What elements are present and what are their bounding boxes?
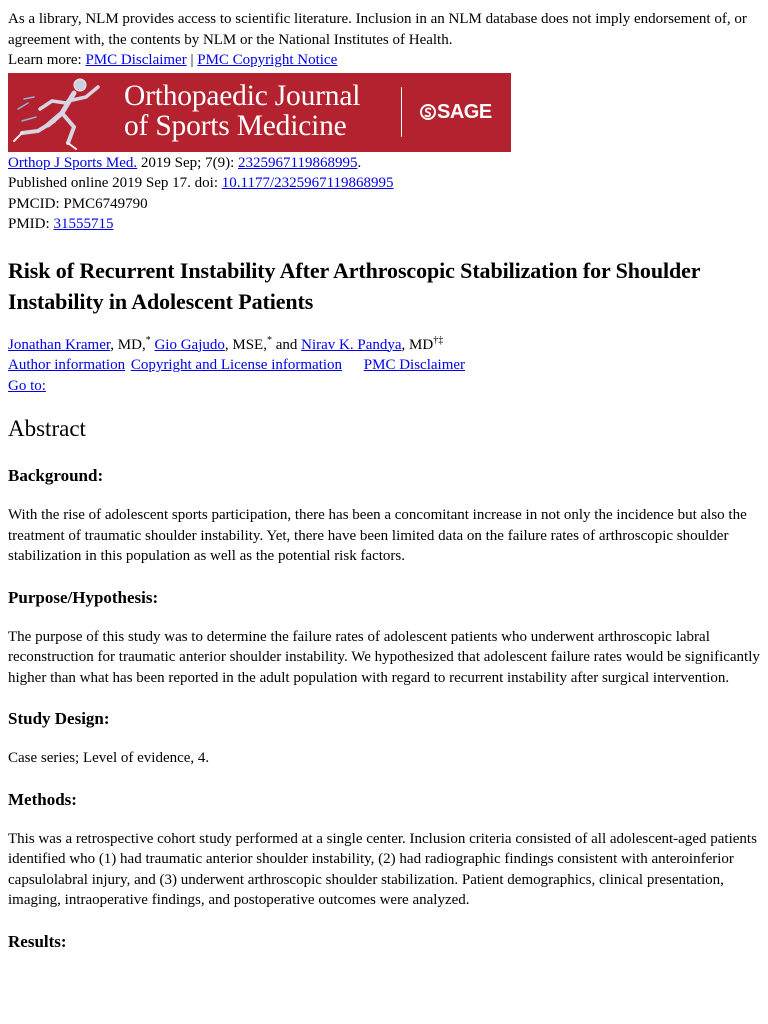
author-link-pandya[interactable]: Nirav K. Pandya bbox=[301, 336, 402, 353]
author-list bbox=[8, 335, 760, 397]
section-heading-purpose: Purpose/Hypothesis: bbox=[8, 587, 159, 607]
author-degree: , MD, bbox=[110, 336, 146, 353]
section-heading-methods: Methods: bbox=[8, 789, 77, 809]
pmid-label: PMID: bbox=[8, 216, 54, 232]
pmc-copyright-notice-link[interactable]: PMC Copyright Notice bbox=[197, 52, 338, 68]
banner-divider bbox=[401, 87, 402, 137]
citation-period: . bbox=[357, 154, 362, 171]
copyright-license-link[interactable]: Copyright and License information bbox=[130, 357, 343, 373]
link-separator: | bbox=[186, 52, 198, 68]
section-body-methods: This was a retrospective cohort study performed at a single center. Inclusion criteria consisted of all adolescent-aged patients identified who (1) had traumatic anterior shoulder instability, (2) had radiographic findings consistent with anteroinferior capsulolabral injury, and (3) underwent arthroscopic shoulder stabilization. Patient demographics, clinical presentation, imaging, intraoperative findings, and postoperative outcomes were analyzed. bbox=[8, 830, 757, 908]
section-body-purpose: The purpose of this study was to determine the failure rates of adolescent patients who underwent arthroscopic labral reconstruction for traumatic anterior shoulder instability. We hypothesized that adolescent failure rates would be significantly higher than what has been reported in the adult population with regard to recurrent instability after surgical intervention. bbox=[8, 628, 760, 686]
pmc-disclaimer-link[interactable]: PMC Disclaimer bbox=[85, 52, 187, 68]
section-heading-study-design: Study Design: bbox=[8, 709, 110, 728]
doi-link[interactable]: 10.1177/2325967119868995 bbox=[221, 175, 394, 191]
goto-link[interactable]: Go to: bbox=[8, 377, 46, 394]
journal-title-line1: Orthopaedic Journal bbox=[124, 79, 361, 112]
nlm-notice bbox=[8, 9, 760, 71]
author-degree: , MSE, bbox=[224, 336, 267, 353]
pmid-link[interactable]: 31555715 bbox=[53, 216, 114, 232]
article-title: Risk of Recurrent Instability After Arthroscopic Stabilization for Shoulder Instability in Adolescent Patients bbox=[8, 257, 701, 314]
issue-text: 2019 Sep; 7(9): bbox=[137, 154, 238, 171]
journal-link[interactable]: Orthop J Sports Med. bbox=[8, 154, 138, 171]
runner-logo-icon bbox=[8, 73, 128, 152]
section-heading-background: Background: bbox=[8, 466, 104, 485]
pmc-disclaimer-link-2[interactable]: PMC Disclaimer bbox=[363, 357, 466, 373]
notice-text: As a library, NLM provides access to scientific literature. Inclusion in an NLM database does not imply endorsement of, or agreement with, the contents by NLM or the National Institutes of Health. bbox=[8, 11, 747, 48]
sage-logo-text: SAGE bbox=[437, 100, 492, 123]
section-heading-results: Results: bbox=[8, 931, 67, 951]
author-degree: , MD bbox=[401, 336, 434, 353]
author-information-link[interactable]: Author information bbox=[8, 357, 126, 373]
sage-s-mark-icon bbox=[420, 104, 436, 120]
published-online: Published online 2019 Sep 17. doi: bbox=[8, 175, 222, 191]
section-body-study-design: Case series; Level of evidence, 4. bbox=[8, 750, 210, 766]
section-body-background: With the rise of adolescent sports participation, there has been a concomitant increase in not only the incidence but also the treatment of traumatic shoulder instability. Yet, there have been limited data on the failure rates of arthroscopic shoulder stabilization in this population as well as the potential risk factors. bbox=[8, 507, 747, 564]
journal-title-line2: of Sports Medicine bbox=[124, 109, 347, 142]
author-affiliation-mark: * bbox=[145, 334, 151, 346]
journal-title bbox=[124, 81, 360, 141]
author-link-kramer[interactable]: Jonathan Kramer bbox=[8, 336, 111, 353]
pmcid: PMCID: PMC6749790 bbox=[8, 195, 148, 212]
journal-banner[interactable] bbox=[8, 73, 511, 152]
author-affiliation-mark: †‡ bbox=[433, 334, 444, 346]
info-links-row bbox=[8, 357, 467, 373]
author-conjunction: and bbox=[271, 336, 302, 353]
author-link-gajudo[interactable]: Gio Gajudo bbox=[154, 336, 225, 353]
learn-more-label: Learn more: bbox=[8, 52, 86, 68]
article-number-link[interactable]: 2325967119868995 bbox=[238, 154, 358, 171]
citation-block bbox=[8, 153, 760, 235]
author-affiliation-mark: * bbox=[266, 334, 272, 346]
sage-logo bbox=[420, 101, 492, 123]
abstract-heading: Abstract bbox=[8, 416, 86, 441]
